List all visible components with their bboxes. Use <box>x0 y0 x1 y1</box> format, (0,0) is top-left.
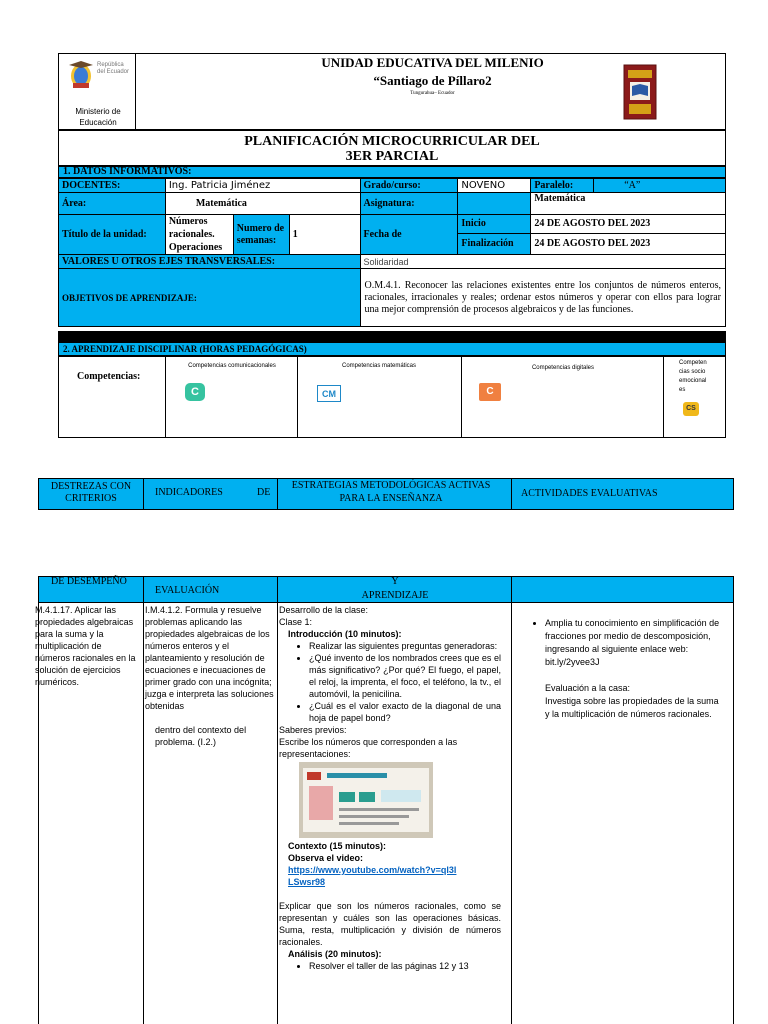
eval-title: Evaluación a la casa: <box>545 683 631 693</box>
section2-title: 2. APRENDIZAJE DISCIPLINAR (HORAS PEDAGÓGICAS) <box>58 342 726 356</box>
col-div-2 <box>277 479 278 509</box>
video-link[interactable]: https://www.youtube.com/watch?v=ql3lLSwsr98 <box>288 865 457 887</box>
plan-title-line2: 3ER PARCIAL <box>345 149 439 164</box>
fin-value: 24 DE AGOSTO DEL 2023 <box>531 233 726 254</box>
docentes-label: DOCENTES: <box>59 179 166 193</box>
school-name: UNIDAD EDUCATIVA DEL MILENIO <box>321 55 544 70</box>
titulo-value: Números racionales. Operaciones <box>165 215 233 255</box>
question-3: • ¿Cuál es el valor exacto de la diagonal de una hoja de papel bond? <box>309 700 501 724</box>
col2-header-b: DE <box>257 487 271 498</box>
school-subtitle: “Santiago de Píllaro2 <box>373 73 492 88</box>
estrategias-intro1: Desarrollo de la clase: <box>279 605 369 615</box>
titulo-label: Título de la unidad: <box>59 215 166 255</box>
plan-title-block <box>58 130 726 166</box>
ministry-logo-cell <box>59 54 136 129</box>
fin-label: Finalización <box>458 233 531 254</box>
eval-text: Investiga sobre las propiedades de la suma y la multiplicación de números racionales. <box>545 696 719 719</box>
comp-divider-1 <box>165 357 166 437</box>
col-div-3 <box>511 479 512 509</box>
objetivos-value: O.M.4.1. Reconocer las relaciones existentes entre los conjuntos de números enteros, racionales, irracionales y reales; ordenar estos números y operar con ellos para lograr una mejor comprensión de procesos algebraicos y de las funciones. <box>360 269 725 327</box>
col-div-1 <box>143 479 144 509</box>
asignatura-spacer <box>458 193 531 215</box>
indicador-text-a: I.M.4.1.2. Formula y resuelve problemas aplicando las propiedades algebraicas de los números enteros y el planteamiento y resolución de ecuaciones e inecuaciones de primer grado con una incógnita; juzga e interpreta las soluciones obtenidas <box>145 605 274 711</box>
comp3-icon: C <box>479 383 501 401</box>
ecuador-coat-of-arms-icon <box>67 57 95 91</box>
inicio-value: 24 DE AGOSTO DEL 2023 <box>531 215 726 234</box>
textbook-photo <box>299 762 433 838</box>
question-2: • ¿Qué invento de los nombrados crees que es el más significativo? ¿Por qué? El fuego, el papel, el reloj, la imprenta, el foco, el teléfono, la tv., el automóvil, la penicilina. <box>309 652 501 700</box>
lower-header <box>38 576 734 603</box>
lower-body <box>35 603 734 1024</box>
resolver-item: • Resolver el taller de las páginas 12 y 13 <box>309 960 501 972</box>
docentes-value: Ing. Patricia Jiménez <box>165 179 360 193</box>
body-div-2 <box>277 603 278 1024</box>
col4-header: ACTIVIDADES EVALUATIVAS <box>521 488 658 499</box>
asignatura-value: Matemática <box>531 193 726 215</box>
lower-col3-header-b: APRENDIZAJE <box>361 590 429 601</box>
area-label: Área: <box>59 193 166 215</box>
observa-heading: Observa el video: <box>288 853 364 863</box>
explicar-text: Explicar que son los números racionales, como se representan y cuáles son las operaciones básicas. Suma, resta, multiplicación y división de números racionales. <box>279 901 501 947</box>
actividad-1: • Amplia tu conocimiento en simplificación de fracciones por medio de descomposición, ingresando al siguiente enlace web: bit.ly/2yvee3J <box>545 617 723 669</box>
analisis-heading: Análisis (20 minutos): <box>288 949 382 959</box>
comp2-label: Competencias matemáticas <box>341 363 417 369</box>
grado-label: Grado/curso: <box>360 179 458 193</box>
ministry-logo-text: República del Ecuador <box>97 62 130 75</box>
body-div-1 <box>143 603 144 1024</box>
columns-header <box>38 478 734 510</box>
comp4-label: Competencias socioemocionales <box>679 360 707 393</box>
fecha-label: Fecha de <box>360 215 458 255</box>
lower-col2-header: EVALUACIÓN <box>155 585 220 596</box>
competencias-label: Competencias: <box>77 371 141 382</box>
comp3-label: Competencias digitales <box>531 365 595 371</box>
ministry-label: Ministerio de Educación <box>75 107 121 127</box>
estrategias-cell <box>279 604 501 972</box>
inicio-label: Inicio <box>458 215 531 234</box>
destreza-text: M.4.1.17. Aplicar las propiedades algebraicas para la suma y la multiplicación de números racionales en la solución de ejercicios numéricos. <box>35 605 136 687</box>
comp2-icon: CM <box>317 385 341 402</box>
lower-div-2 <box>277 577 278 602</box>
competencias-row <box>58 356 726 438</box>
comp1-label: Competencias comunicacionales <box>188 363 276 369</box>
grado-value: NOVENO <box>458 179 531 193</box>
question-1: • Realizar las siguientes preguntas generadoras: <box>309 640 501 652</box>
estrategias-intro2: Clase 1: <box>279 617 313 627</box>
header-block <box>58 53 726 130</box>
comp-divider-2 <box>297 357 298 437</box>
lower-col1-header: DE DESEMPEÑO <box>51 576 127 587</box>
paralelo-label: Paralelo: <box>531 179 594 193</box>
black-divider <box>58 331 726 342</box>
valores-label: VALORES U OTROS EJES TRANSVERSALES: <box>59 255 361 269</box>
objetivos-label: OBJETIVOS DE APRENDIZAJE: <box>59 269 361 327</box>
saberes-heading: Saberes previos: <box>279 725 347 735</box>
valores-value: Solidaridad <box>360 255 725 269</box>
body-div-3 <box>511 603 512 1024</box>
escribe-text: Escribe los números que corresponden a las representaciones: <box>279 737 458 759</box>
lower-div-3 <box>511 577 512 602</box>
comp4-icon: CS <box>683 402 699 416</box>
plan-title-line1: PLANIFICACIÓN MICROCURRICULAR DEL <box>244 134 540 149</box>
asignatura-label: Asignatura: <box>360 193 458 215</box>
paralelo-value: “A” <box>594 179 726 193</box>
comp-divider-3 <box>461 357 462 437</box>
col2-header-a: INDICADORES <box>155 487 223 498</box>
datos-table <box>58 178 726 327</box>
actividades-cell <box>513 617 723 721</box>
numero-label: Numero de semanas: <box>233 215 289 255</box>
comp1-icon: C <box>185 383 205 401</box>
col3-header: ESTRATEGIAS METODOLÓGICAS ACTIVAS PARA LA ENSEÑANZA <box>291 480 491 504</box>
area-value: Matemática <box>165 193 360 215</box>
location: Tungurahua– Ecuador <box>410 91 455 96</box>
numero-value: 1 <box>289 215 360 255</box>
lower-col3-header-a: Y <box>391 576 399 587</box>
comp-divider-4 <box>663 357 664 437</box>
lower-div-1 <box>143 577 144 602</box>
indicador-text-b: dentro del contexto del problema. (I.2.) <box>155 725 247 747</box>
section1-title: 1. DATOS INFORMATIVOS: <box>58 166 726 178</box>
contexto-heading: Contexto (15 minutos): <box>288 841 386 851</box>
school-crest-icon <box>623 64 657 120</box>
introduccion-heading: Introducción (10 minutos): <box>288 629 402 639</box>
col1-header: DESTREZAS CON CRITERIOS <box>50 481 132 504</box>
